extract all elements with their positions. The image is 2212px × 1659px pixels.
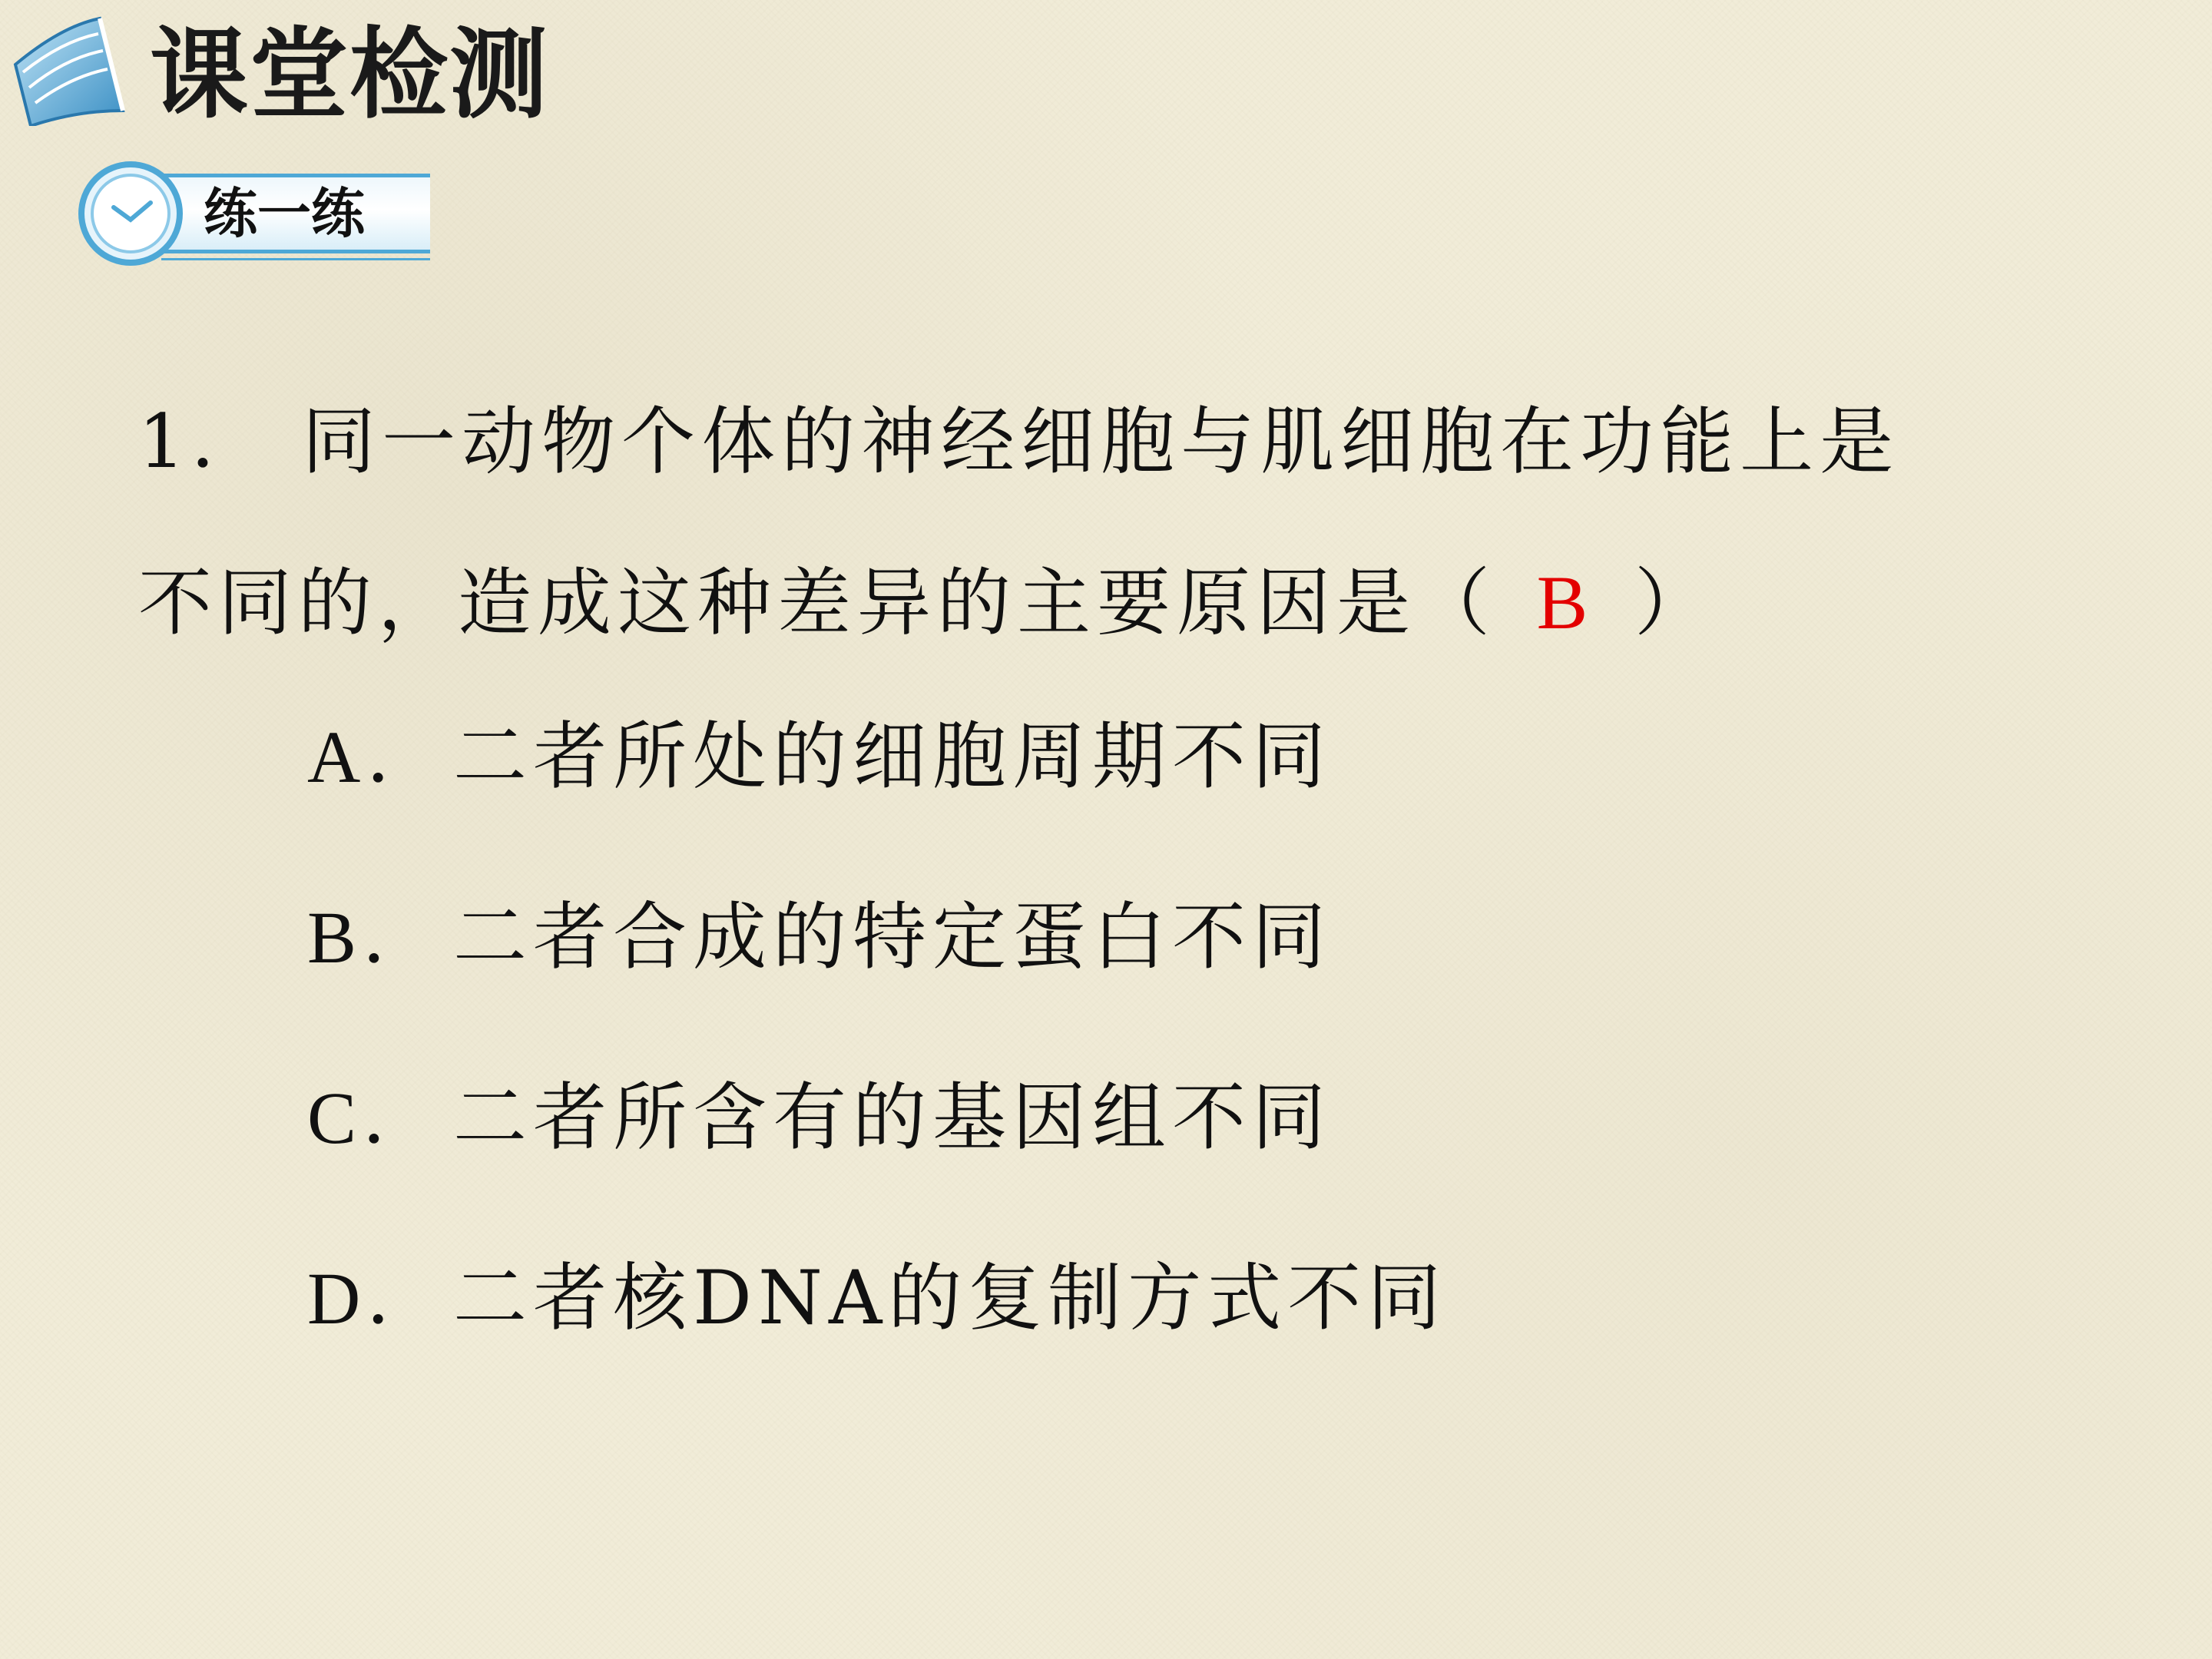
option-c: [307, 1071, 2074, 1252]
subtitle-badge: [77, 160, 438, 267]
question-stem: [138, 361, 2074, 684]
option-d: [307, 1252, 2074, 1432]
page-title: 课堂检测: [150, 18, 550, 132]
option-text: 二者所含有的基因组不同: [453, 1075, 1332, 1161]
book-icon: [8, 11, 131, 126]
option-text: 二者合成的特定蛋白不同: [453, 894, 1332, 980]
question-text-line-1: 同一动物个体的神经细胞与肌细胞在功能上是: [302, 399, 1900, 485]
question-line-1: [138, 361, 2074, 522]
question-number: 1．: [138, 399, 272, 485]
option-letter: B．: [307, 896, 443, 979]
slide-header: [0, 0, 691, 276]
question-line-2: [138, 522, 2074, 684]
option-text: 二者所处的细胞周期不同: [453, 714, 1332, 800]
subtitle-text: 练一练: [204, 182, 365, 245]
option-letter: A．: [307, 716, 447, 798]
close-paren: ）: [1634, 560, 1714, 646]
option-b: [307, 891, 2074, 1071]
options-list: [307, 710, 2074, 1432]
option-letter: D．: [307, 1257, 447, 1339]
question-text-line-2: 不同的，造成这种差异的主要原因是（: [138, 560, 1496, 646]
answer-letter: B: [1536, 560, 1594, 645]
clock-icon: [77, 160, 184, 267]
option-a: [307, 710, 2074, 891]
option-letter: C．: [307, 1077, 443, 1159]
option-text: 二者核DNA的复制方式不同: [453, 1255, 1448, 1341]
